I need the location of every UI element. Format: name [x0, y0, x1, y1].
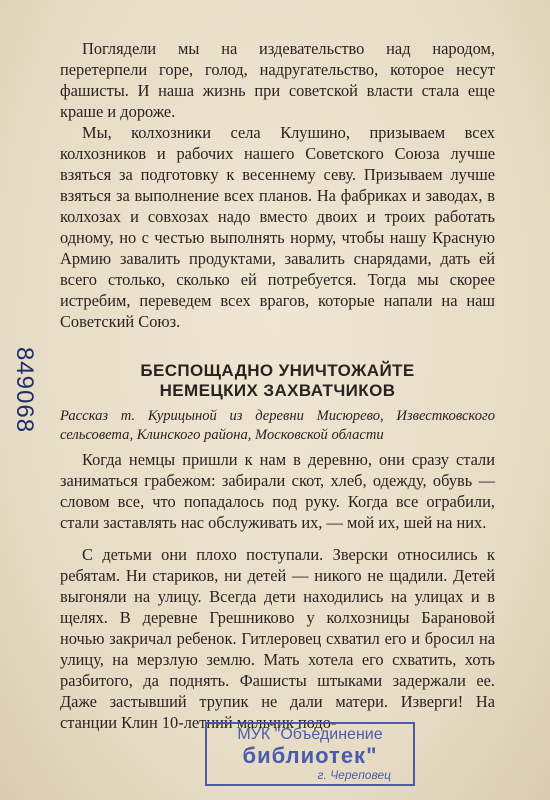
- section-heading-line-2: НЕМЕЦКИХ ЗАХВАТЧИКОВ: [159, 381, 396, 400]
- stamp-line-1: МУК "Объединение: [237, 726, 383, 743]
- paragraph-intro: Поглядели мы на издевательство над народом, перетерпели горе, голод, надругательство, которое несут фашисты. И наша жизнь при советской власти стала еще краше и дороже.: [60, 39, 495, 121]
- story-paragraph-2: С детьми они плохо поступали. Зверски относились к ребятам. Ни стариков, ни детей — никого не щадили. Детей выгоняли на улицу. Всегда дети находились на улицах и в щелях. В деревне Грешниково у колхозницы Барановой ночью закричал ребенок. Гитлеровец схватил его и бросил на улицу, на мерзлую землю. Мать хотела его схватить, хоть разбитого, да поднять. Фашисты штыками задержали ее. Даже застывший трупик не дали матери. Изверги! На станции Клин 10-летний мальчик подо-: [60, 545, 495, 732]
- stamp-line-2: библиотек": [242, 743, 378, 768]
- inventory-number: 849068: [11, 346, 38, 434]
- library-stamp: [205, 722, 415, 786]
- story-paragraph-1: Когда немцы пришли к нам в деревню, они сразу стали заниматься грабежом: забирали скот, хлеб, одежду, обувь — словом все, что попадалось под руку. Когда все ограбили, стали заставлять нас обслуживать их, — мой их, шей на них.: [60, 450, 495, 532]
- section-heading-line-1: БЕСПОЩАДНО УНИЧТОЖАЙТЕ: [140, 361, 415, 380]
- paragraph-appeal: Мы, колхозники села Клушино, призываем всех колхозников и рабочих нашего Советского Союза лучше взяться за подготовку к весеннему севу. Призываем лучше взяться за выполнение всех планов. На фабриках и заводах, в колхозах и совхозах надо вместо двоих и троих работать одному, но с честью выполнять норму, чтобы нашу Красную Армию завалить продуктами, завалить снарядами, дать ей всего столько, сколько ей потребуется. Тогда мы скорее истребим, переведем всех врагов, которые напали на наш Советский Союз.: [60, 123, 495, 331]
- story-subtitle: Рассказ т. Курицыной из деревни Мисюрево, Известковского сельсовета, Клинского района, Московской области: [60, 408, 495, 443]
- stamp-line-3: г. Череповец: [317, 768, 391, 782]
